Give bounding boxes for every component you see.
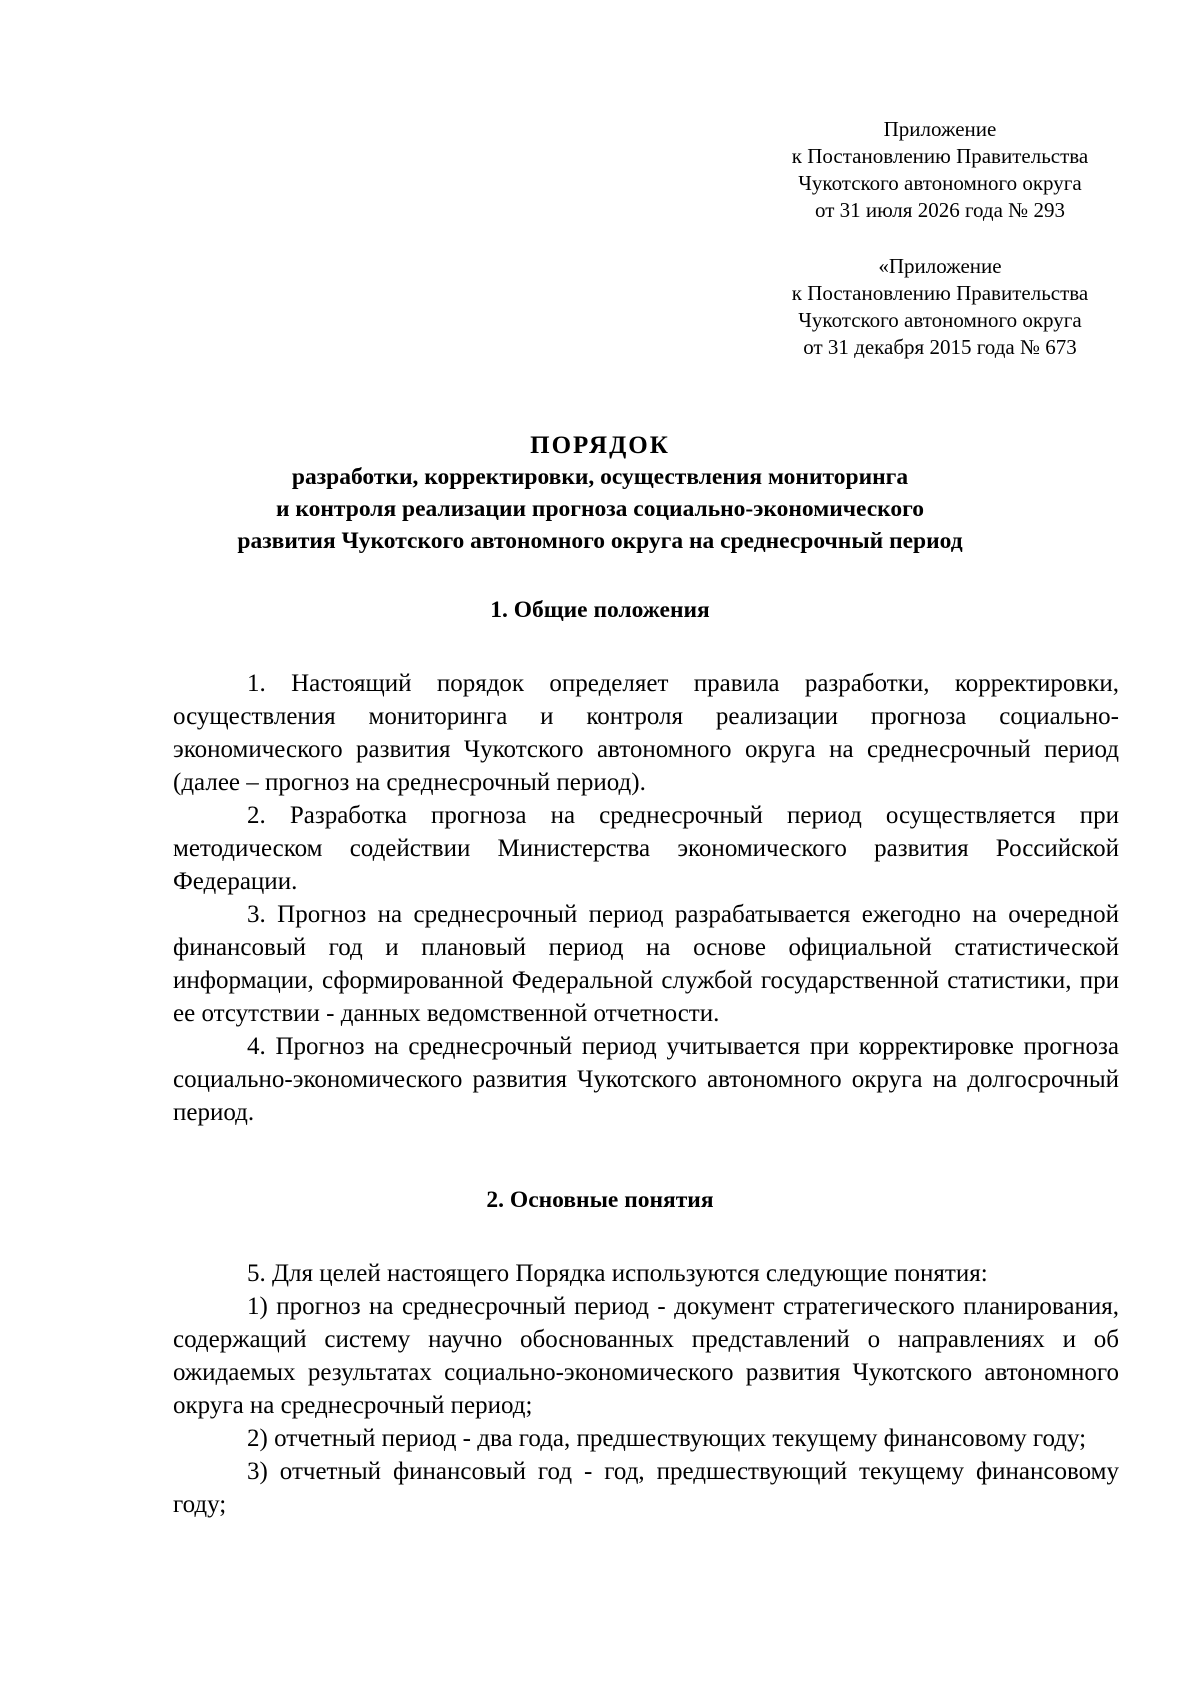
- paragraph-4: 4. Прогноз на среднесрочный период учитывается при корректировке прогноза социально-экономического развития Чукотского автономного округа на долгосрочный период.: [173, 1033, 1119, 1126]
- appendix-header-original: [765, 253, 1115, 361]
- appendix-header-current: [765, 116, 1115, 224]
- section-body-concepts: [173, 1257, 1119, 1521]
- appendix-original-line-1: «Приложение: [878, 254, 1002, 278]
- definition-item-1: 1) прогноз на среднесрочный период - документ стратегического планирования, содержащий систему научно обоснованных представлений о направлениях и об ожидаемых результатах социально-экономического развития Чукотского автономного округа на среднесрочный период;: [173, 1293, 1119, 1419]
- appendix-original-line-4: от 31 декабря 2015 года № 673: [803, 335, 1077, 359]
- document-subtitle-line-2: и контроля реализации прогноза социально-экономического: [276, 496, 924, 522]
- appendix-current-line-2: к Постановлению Правительства: [791, 144, 1089, 168]
- definition-item-3: 3) отчетный финансовый год - год, предшествующий текущему финансовому году;: [173, 1458, 1119, 1518]
- paragraph-3: 3. Прогноз на среднесрочный период разрабатывается ежегодно на очередной финансовый год и плановый период на основе официальной статистической информации, сформированной Федеральной службой государственной статистики, при ее отсутствии - данных ведомственной отчетности.: [173, 901, 1119, 1027]
- appendix-current-line-1: Приложение: [883, 117, 997, 141]
- appendix-current-line-4: от 31 июля 2026 года № 293: [815, 198, 1065, 222]
- document-subtitle: [150, 461, 1050, 557]
- definition-item-2: 2) отчетный период - два года, предшествующих текущему финансовому году;: [247, 1425, 1087, 1452]
- appendix-current-line-3: Чукотского автономного округа: [798, 171, 1082, 195]
- section-heading-concepts: 2. Основные понятия: [486, 1187, 714, 1213]
- section-heading-general: 1. Общие положения: [490, 597, 710, 623]
- document-subtitle-line-1: разработки, корректировки, осуществления мониторинга: [291, 464, 909, 490]
- section-body-general: [173, 667, 1119, 1129]
- document-subtitle-line-3: развития Чукотского автономного округа на среднесрочный период: [237, 528, 963, 554]
- document-title: ПОРЯДОК: [530, 432, 670, 459]
- paragraph-5: 5. Для целей настоящего Порядка используются следующие понятия:: [247, 1260, 988, 1287]
- appendix-original-line-2: к Постановлению Правительства: [791, 281, 1089, 305]
- paragraph-1: 1. Настоящий порядок определяет правила разработки, корректировки, осуществления мониторинга и контроля реализации прогноза социально-экономического развития Чукотского автономного округа на среднесрочный период (далее – прогноз на среднесрочный период).: [173, 670, 1119, 796]
- paragraph-2: 2. Разработка прогноза на среднесрочный период осуществляется при методическом содействии Министерства экономического развития Российской Федерации.: [173, 802, 1119, 895]
- appendix-original-line-3: Чукотского автономного округа: [798, 308, 1082, 332]
